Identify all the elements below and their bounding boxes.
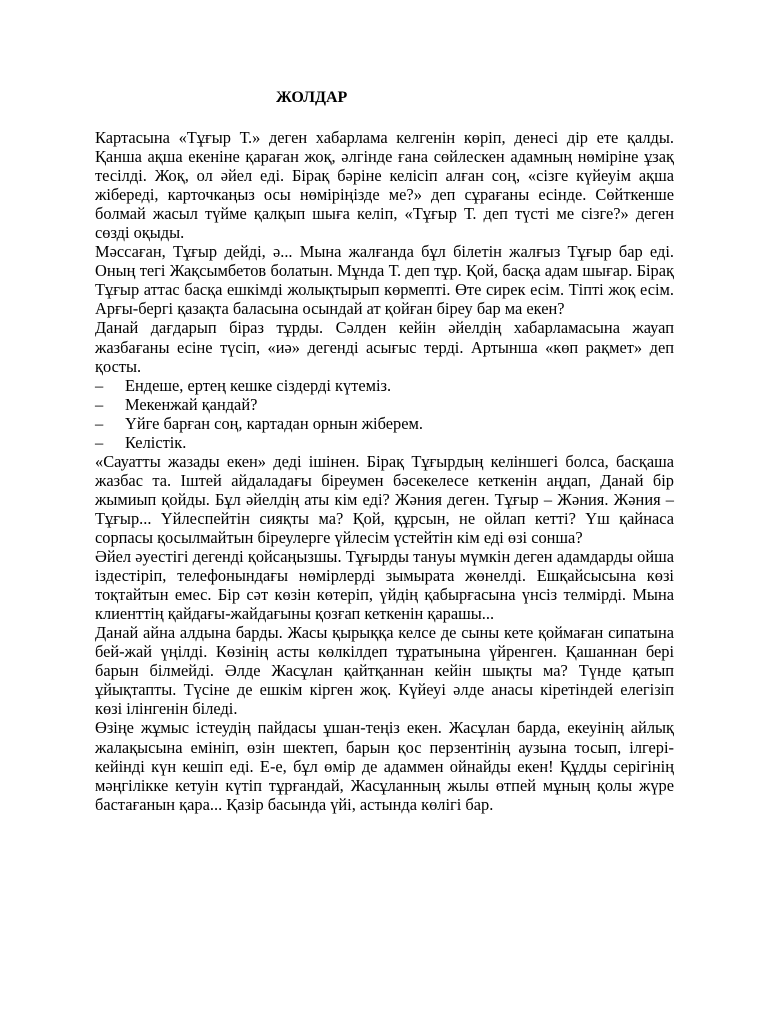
- dialogue-line: [95, 376, 674, 395]
- paragraph: Данай дағдарып біраз тұрды. Сәлден кейін әйелдің хабарламасына жауап жазбағаны есіне түсіп, «иә» дегенді асығыс терді. Артынша «көп рақмет» деп қосты.: [95, 318, 674, 376]
- document-body: [95, 128, 674, 814]
- dialogue-text: Үйге барған соң, картадан орнын жіберем.: [125, 413, 423, 433]
- dialogue-text: Мекенжай қандай?: [125, 394, 258, 414]
- paragraph: Өзіңе жұмыс істеудің пайдасы ұшан-теңіз екен. Жасұлан барда, екеуінің айлық жалақысына емініп, өзін шектеп, барын қос перзентінің аузына тосып, ілгері-кейінді күн кешіп еді. Е-е, бұл өмір де адаммен ойнайды екен! Құдды серігінің мәңгілікке кетуін күтіп тұрғандай, Жасұланның жылы өтпей мұның қолы жүре бастағанын қара... Қазір басында үйі, астында көлігі бар.: [95, 718, 674, 814]
- dialogue-dash: –: [95, 432, 104, 452]
- paragraph: Мәссаған, Тұғыр дейді, ә... Мына жалғанда бұл білетін жалғыз Тұғыр бар еді. Оның тегі Жақсымбетов болатын. Мұнда Т. деп тұр. Қой, басқа адам шығар. Бірақ Тұғыр аттас басқа ешкімді жолықтырып көрмепті. Өте сирек есім. Тіпті жоқ есім. Арғы-бергі қазақта баласына осындай ат қойған біреу бар ма екен?: [95, 242, 674, 319]
- dialogue-dash: –: [95, 413, 104, 433]
- paragraph: «Сауатты жазады екен» деді ішінен. Бірақ Тұғырдың келіншегі болса, басқаша жазбас та. Іштей айдаладағы біреумен бәсекелесе кеткенін аңдап, Данай бір жымиып қойды. Бұл әйелдің аты кім еді? Жәния деген. Тұғыр – Жәния. Жәния – Тұғыр... Үйлеспейтін сияқты ма? Қой, құрсын, не ойлап кетті? Үш қайнаса сорпасы қосылмайтын біреулерге үйлесім үстейтін кім еді өзі сонша?: [95, 451, 674, 547]
- dialogue-dash: –: [95, 394, 104, 414]
- dialogue-dash: –: [95, 375, 104, 395]
- paragraph: Әйел әуестігі дегенді қойсаңызшы. Тұғырды тануы мүмкін деген адамдарды ойша іздестіріп, телефонындағы нөмірлерді зымырата жөнелді. Ешқайсысына көзі тоқтайтын емес. Бір сәт көзін көтеріп, үйдің қабырғасына үнсіз телмірді. Мына клиенттің қайдағы-жайдағыны қозғап кеткенін қарашы...: [95, 547, 674, 624]
- dialogue-line: [95, 395, 674, 414]
- dialogue-text: Ендеше, ертең кешке сіздерді күтеміз.: [125, 375, 392, 395]
- dialogue-text: Келістік.: [125, 432, 187, 452]
- document-title: ЖОЛДАР: [276, 89, 348, 106]
- paragraph: Картасына «Тұғыр Т.» деген хабарлама келгенін көріп, денесі дір ете қалды. Қанша ақша екеніне қараған жоқ, әлгінде ғана сөйлескен адамның нөміріне ұзақ тесілді. Жоқ, ол әйел еді. Бірақ бәріне келісіп алған соң, «сізге күйеуім ақша жібереді, карточкаңыз осы нөміріңізде ме?» деп сұрағаны есінде. Сөйткенше болмай жасыл түйме қалқып шыға келіп, «Тұғыр Т. деп түсті ме сізге?» деген сөзді оқыды.: [95, 128, 674, 243]
- dialogue-line: [95, 414, 674, 433]
- paragraph: Данай айна алдына барды. Жасы қырыққа келсе де сыны кете қоймаған сипатына бей-жай үңілді. Көзінің асты көлкілдеп тұратынына үйренген. Қашаннан бері барын білмейді. Әлде Жасұлан қайтқаннан кейін шықты ма? Түнде қатып ұйықтапты. Түсіне де ешкім кірген жоқ. Күйеуі әлде анасы кіретіндей елегізіп көзі ілінгенін біледі.: [95, 623, 674, 719]
- dialogue-line: [95, 433, 674, 452]
